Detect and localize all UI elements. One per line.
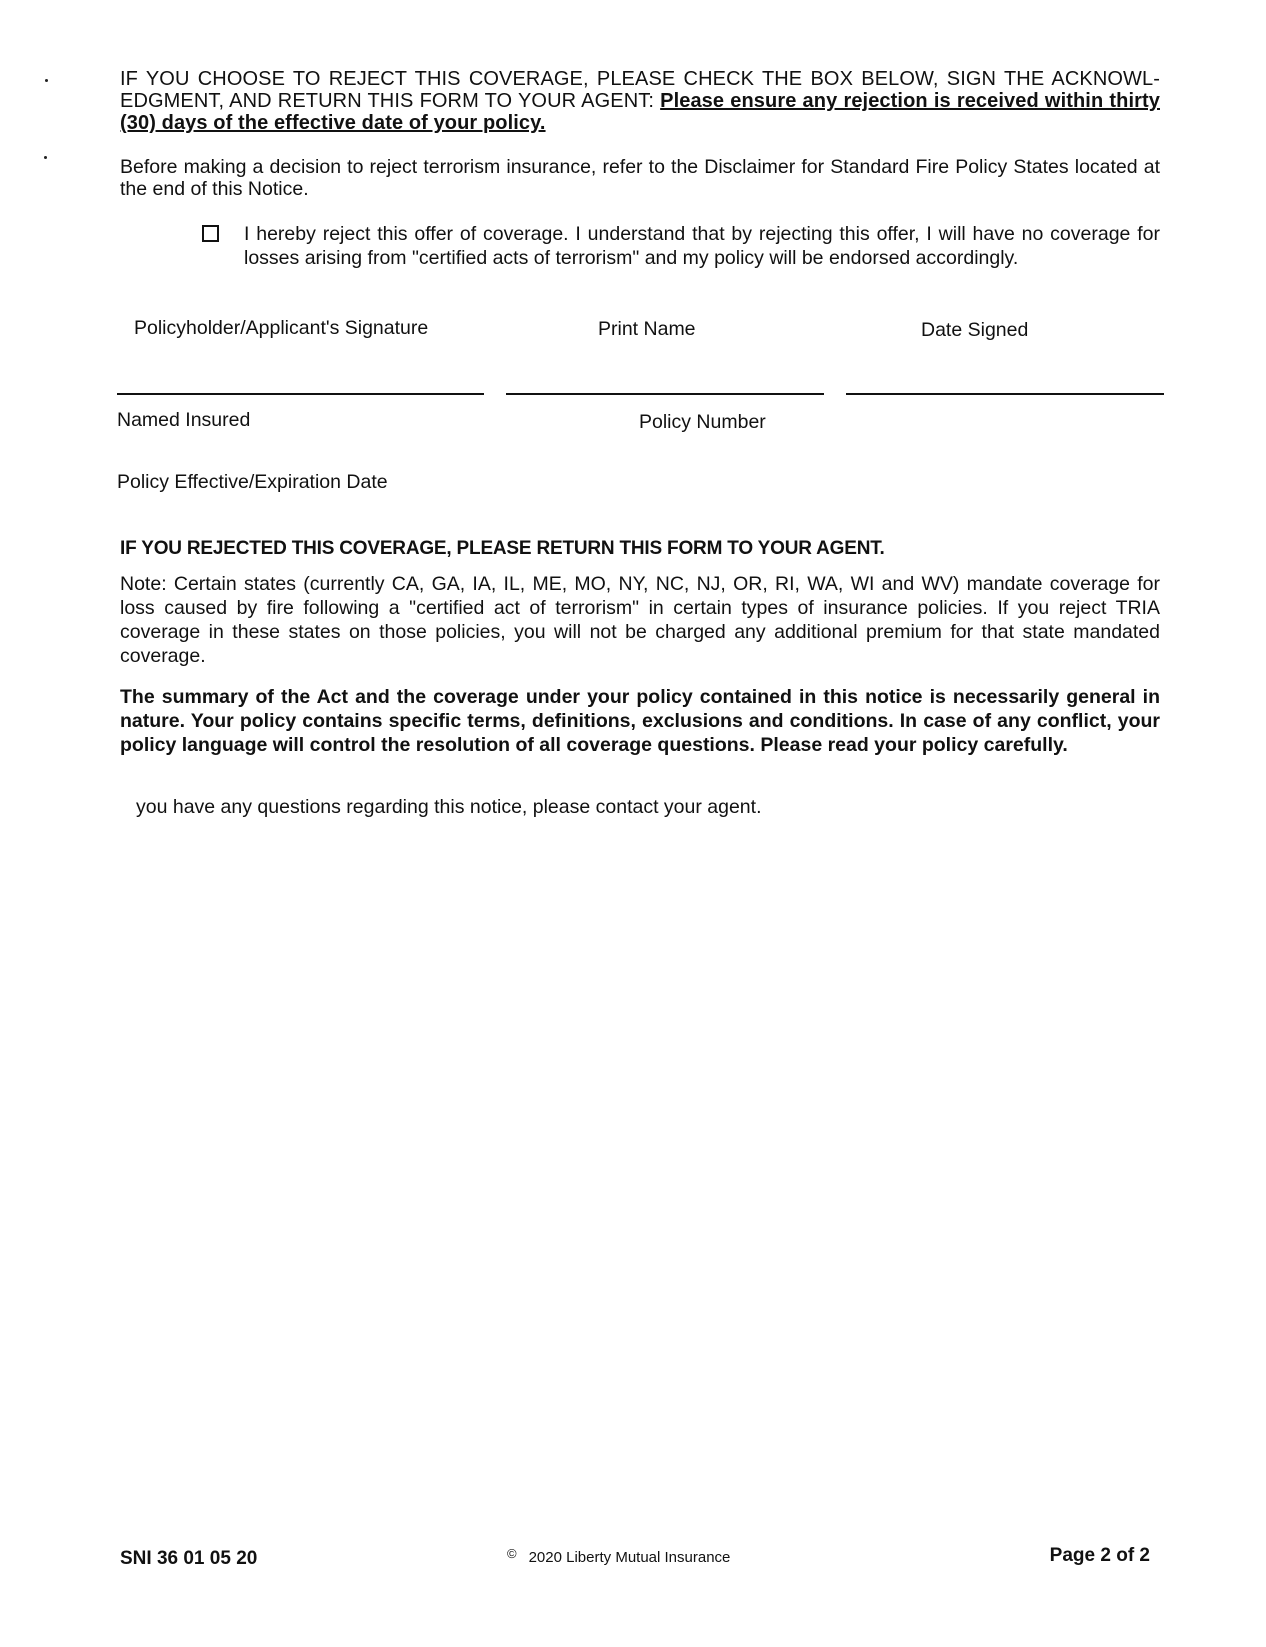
scan-mark [44,156,47,159]
page-number: Page 2 of 2 [1049,1545,1150,1566]
policy-summary-disclaimer: The summary of the Act and the coverage under your policy contained in this notice is necessarily general in nature. Your policy contains specific terms, definitions, exclusions and conditions. In case of any conflict, your policy language will control the resolution of all coverage questions. Please read your policy carefully. [120,686,1160,756]
signature-label: Policyholder/Applicant's Signature [134,317,429,339]
form-number: SNI 36 01 05 20 [120,1548,258,1569]
reject-instructions-text: IF YOU CHOOSE TO REJECT THIS COVERAGE, PLEASE CHECK THE BOX BELOW, SIGN THE ACKNOWL-EDGMENT, AND RETURN THIS FORM TO YOUR AGENT: [120,68,1160,112]
reject-coverage-checkbox[interactable] [202,225,219,242]
state-mandate-note: Note: Certain states (currently CA, GA, IA, IL, ME, MO, NY, NC, NJ, OR, RI, WA, WI and WV) mandate coverage for loss caused by fire following a "certified act of terrorism" in certain types of insurance policies. If you reject TRIA coverage in these states on those policies, you will not be charged any additional premium for that state mandated coverage. [120,573,1160,667]
scan-mark [45,79,48,82]
rejection-deadline-notice: Please ensure any rejection is received within thirty (30) days of the effective date of your policy. [120,90,1160,134]
return-form-heading: IF YOU REJECTED THIS COVERAGE, PLEASE RETURN THIS FORM TO YOUR AGENT. [120,538,885,559]
date-signed-line[interactable] [846,393,1164,395]
copyright-icon: © [507,1546,517,1561]
named-insured-label: Named Insured [117,409,251,431]
date-signed-label: Date Signed [921,319,1029,341]
questions-contact-text: you have any questions regarding this notice, please contact your agent. [136,796,762,818]
disclaimer-reference: Before making a decision to reject terrorism insurance, refer to the Disclaimer for Standard Fire Policy States located at the end of this Notice. [120,156,1160,200]
print-name-line[interactable] [506,393,824,395]
signature-line[interactable] [117,393,484,395]
copyright-line [507,1546,731,1566]
effective-date-label: Policy Effective/Expiration Date [117,471,388,493]
reject-instructions [120,68,1160,134]
print-name-label: Print Name [598,318,696,340]
reject-coverage-statement: I hereby reject this offer of coverage. I understand that by rejecting this offer, I will have no coverage for losses arising from "certified acts of terrorism" and my policy will be endorsed accordingly. [244,223,1160,269]
policy-number-label: Policy Number [639,411,766,433]
copyright-text: 2020 Liberty Mutual Insurance [528,1549,731,1566]
